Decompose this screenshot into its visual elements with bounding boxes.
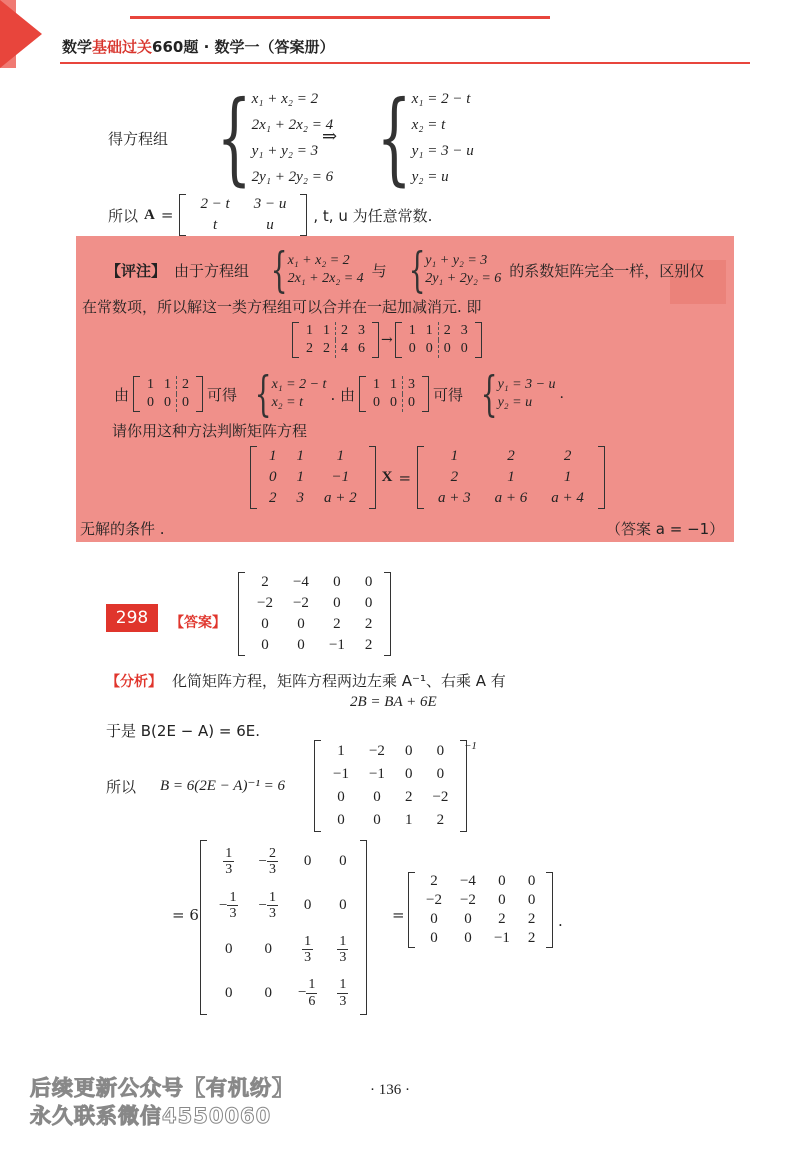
- matrix-cell: 2: [430, 873, 438, 889]
- matrix-cell: a + 4: [551, 490, 584, 506]
- matrix-cell: 2: [527, 911, 536, 927]
- matrix-cell: 2: [404, 789, 413, 805]
- matrix-cell: 1: [296, 469, 304, 485]
- matrix: [200, 840, 367, 1015]
- equation-row: x₁ = 2 − t: [411, 90, 471, 107]
- matrix-cell: 0: [261, 637, 269, 653]
- eq-2B: 2B = BA + 6E: [350, 694, 437, 710]
- answer-label: 【答案】: [170, 615, 226, 631]
- matrix-cell: 2: [177, 376, 195, 394]
- matrix-cell: 0: [303, 897, 312, 914]
- matrix-cell: 2: [450, 469, 459, 485]
- matrix-cell: 2: [364, 616, 373, 632]
- matrix: [133, 376, 203, 412]
- fraction-matrix: [200, 840, 367, 1015]
- matrix-cell: 2: [527, 930, 536, 946]
- equation-row: y₁ + y₂ = 3: [425, 253, 488, 268]
- matrix-cell: 2 − t: [200, 196, 230, 212]
- matrix-cell: 0: [436, 766, 445, 782]
- matrix-cell: 0: [224, 984, 233, 1001]
- page-number: · 136 ·: [370, 1082, 410, 1098]
- matrix-cell: a + 3: [438, 490, 471, 506]
- matrix-cell: 1: [337, 743, 345, 759]
- matrix-cell: −1: [333, 766, 349, 782]
- matrix-cell: 0: [390, 395, 397, 410]
- matrix: [395, 322, 482, 358]
- matrix-cell: 0: [269, 469, 277, 485]
- matrix-cell: 0: [297, 637, 305, 653]
- matrix: [292, 322, 379, 358]
- matrix-cell: 0: [147, 395, 155, 410]
- final-dot: .: [558, 912, 563, 930]
- equation-row: x₂ = t: [271, 395, 303, 410]
- note-line2: 在常数项，所以解这一类方程组可以合并在一起加减消元. 即: [82, 298, 482, 316]
- header-underline: [60, 62, 750, 64]
- matrix-cell: 1: [390, 377, 397, 392]
- matrix-cell: −2: [292, 595, 309, 611]
- equation-row: x₁ + x₂ = 2: [287, 253, 350, 268]
- matrix-cell: 0: [373, 395, 380, 410]
- matrix-cell: 1: [323, 323, 330, 338]
- matrix-cell: 2: [323, 341, 330, 356]
- matrix-cell: 0: [408, 341, 416, 356]
- system-right: { x₁ = 2 − t x₂ = t y₁ = 3 − u y₂ = u: [376, 79, 474, 196]
- equation-row: y₂ = u: [411, 168, 449, 185]
- matrix-cell: 0: [364, 595, 373, 611]
- equation-row: x₁ + x₂ = 2: [251, 90, 319, 107]
- matrix-cell: $\frac{1}{3}$: [339, 933, 347, 965]
- matrix-cell: 0: [527, 892, 536, 908]
- matrix-cell: 0: [403, 394, 421, 412]
- matrix-cell: 2: [563, 448, 572, 464]
- eq-yushi: 于是 B(2E − A) = 6E.: [106, 722, 261, 740]
- question-number: 298: [106, 604, 158, 632]
- matrix-cell: 0: [438, 340, 456, 358]
- matrix-cell: 0: [404, 743, 413, 759]
- matrix-cell: 1: [450, 448, 459, 464]
- matrix-cell: −2: [257, 595, 273, 611]
- matrix-cell: −2: [432, 789, 449, 805]
- inverse-matrix: [314, 740, 467, 832]
- matrix-cell: a + 2: [324, 490, 357, 506]
- matrix-cell: 1: [404, 812, 413, 828]
- matrix-cell: 1: [296, 448, 304, 464]
- matrix-cell: − $\frac{1}{3}$: [258, 889, 276, 922]
- matrix-cell: 0: [337, 812, 345, 828]
- matrix-cell: 0: [373, 789, 381, 805]
- matrix-cell: 0: [460, 341, 468, 356]
- matrix: [417, 446, 605, 509]
- matrix-cell: −1: [331, 469, 350, 485]
- matrix-cell: −1: [493, 930, 510, 946]
- equation-row: y₁ + y₂ = 3: [251, 142, 319, 159]
- matrix-cell: 0: [164, 395, 172, 410]
- header-arrow-icon: [0, 0, 42, 68]
- matrix-cell: 1: [147, 377, 155, 392]
- watermark-line1: 后续更新公众号【有机纷】: [30, 1076, 294, 1100]
- matrix-cell: 0: [464, 930, 472, 946]
- matrix-cell: 2: [306, 341, 313, 356]
- matrix-cell: 0: [333, 574, 341, 590]
- matrix-cell: 6: [358, 341, 365, 356]
- matrix-cell: 1: [164, 377, 172, 392]
- matrix-cell: 3: [296, 490, 304, 506]
- matrix-cell: 0: [339, 897, 347, 914]
- matrix-cell: u: [266, 217, 274, 233]
- matrix-cell: 1: [336, 448, 345, 464]
- matrix-cell: 0: [339, 853, 347, 870]
- matrix-cell: 0: [498, 873, 506, 889]
- matrix-cell: 2: [438, 322, 456, 340]
- note-tail: 无解的条件 .: [80, 520, 165, 538]
- matrix-cell: − $\frac{1}{6}$: [297, 977, 316, 1009]
- matrix-cell: 1: [269, 448, 277, 464]
- matrix-cell: −4: [292, 574, 309, 590]
- answer-matrix: [238, 572, 391, 656]
- eq-B: B = 6(2E − A)⁻¹ = 6: [160, 778, 285, 794]
- matrix-cell: 3: [358, 323, 365, 338]
- equation-row: 2y₁ + 2y₂ = 6: [251, 168, 334, 185]
- matrix-cell: −2: [459, 892, 476, 908]
- equation-row: y₁ = 3 − u: [497, 377, 556, 392]
- matrix-cell: 0: [337, 789, 345, 805]
- final-matrix: [408, 872, 553, 948]
- matrix-equation: 1 1 1 0 1 −1 2 3 a + 2 X = 1 2 2 2 1 1 a + 3 a + 6 a + 4: [250, 446, 605, 509]
- equation-row: x₂ = t: [411, 116, 446, 133]
- matrix-cell: 1: [306, 323, 313, 338]
- matrix-cell: 0: [498, 892, 506, 908]
- matrix: [250, 446, 376, 509]
- header-title: 数学基础过关660题 · 数学一（答案册）: [62, 38, 335, 56]
- matrix-cell: 0: [373, 812, 381, 828]
- result-line: 所以 A = 2 − t 3 − u t u , t, u 为任意常数.: [108, 194, 432, 236]
- matrix-cell: 0: [404, 766, 413, 782]
- matrix-cell: t: [213, 217, 218, 233]
- matrix-cell: 0: [436, 743, 445, 759]
- matrix-cell: 0: [297, 616, 305, 632]
- matrix-cell: −4: [459, 873, 476, 889]
- elim-row: 1 1 2 3 2 2 4 6 → 1 1 2 3 0 0 0 0: [292, 322, 482, 358]
- matrix-cell: − $\frac{1}{3}$: [219, 889, 237, 922]
- matrix-cell: −1: [368, 766, 385, 782]
- matrix-cell: 2: [336, 322, 354, 340]
- equation-row: 2x₁ + 2x₂ = 4: [287, 271, 364, 286]
- matrix-cell: −2: [368, 743, 385, 759]
- matrix: [179, 194, 307, 236]
- equation-row: y₁ = 3 − u: [411, 142, 474, 159]
- matrix-cell: $\frac{1}{3}$: [225, 846, 233, 878]
- matrix-cell: 0: [527, 873, 536, 889]
- matrix-cell: 1: [507, 469, 515, 485]
- note-line3: 由 1 1 2 0 0 0 可得 { x₁ = 2 − t x₂ = t . 由 1 1 3 0 0 0 可得 { y₁ = 3 − u y₂ = u .: [114, 366, 564, 422]
- matrix: [359, 376, 429, 412]
- matrix-cell: 2: [261, 574, 269, 590]
- system-left: { x₁ + x₂ = 2 2x₁ + 2x₂ = 4 y₁ + y₂ = 3 2y₁ + 2y₂ = 6: [216, 79, 334, 196]
- matrix-cell: 3: [403, 376, 421, 394]
- matrix-cell: 2: [333, 616, 341, 632]
- matrix-cell: 2: [507, 448, 515, 464]
- matrix-cell: 0: [264, 940, 272, 957]
- matrix-cell: −2: [426, 892, 442, 908]
- matrix: [238, 572, 391, 656]
- matrix-cell: −1: [328, 637, 345, 653]
- equation-row: x₁ = 2 − t: [271, 377, 327, 392]
- equation-row: 2x₁ + 2x₂ = 4: [251, 116, 334, 133]
- matrix-cell: 1: [563, 469, 572, 485]
- equation-row: 2y₁ + 2y₂ = 6: [425, 271, 502, 286]
- eq-6: = 6: [172, 906, 199, 924]
- matrix-cell: 0: [425, 341, 433, 356]
- matrix-cell: 0: [303, 853, 312, 870]
- matrix-cell: 2: [498, 911, 506, 927]
- matrix: [314, 740, 467, 832]
- eq-sign: =: [392, 906, 405, 924]
- matrix-cell: 0: [224, 940, 233, 957]
- matrix-cell: 4: [336, 340, 354, 358]
- matrix-cell: a + 6: [494, 490, 528, 506]
- note-ask: 请你用这种方法判断矩阵方程: [112, 422, 308, 440]
- watermark-line2: 永久联系微信4550060: [30, 1104, 272, 1128]
- matrix-cell: 0: [264, 984, 272, 1001]
- matrix-cell: 1: [425, 323, 433, 338]
- implies-arrow: ⇒: [322, 126, 338, 147]
- matrix-cell: 1: [373, 377, 380, 392]
- matrix-cell: 0: [430, 930, 438, 946]
- matrix-cell: 0: [464, 911, 472, 927]
- equation-row: y₂ = u: [497, 395, 533, 410]
- analysis-line: 【分析】 化简矩阵方程，矩阵方程两边左乘 A⁻¹、右乘 A 有: [106, 672, 506, 690]
- matrix-cell: $\frac{1}{3}$: [339, 977, 347, 1009]
- matrix-cell: $\frac{1}{3}$: [304, 933, 312, 965]
- matrix-cell: 1: [408, 323, 416, 338]
- inverse-sup: −1: [464, 740, 477, 752]
- matrix-cell: 3 − u: [253, 196, 287, 212]
- matrix-cell: 0: [364, 574, 373, 590]
- matrix-cell: − $\frac{2}{3}$: [258, 846, 276, 878]
- note-line1: 【评注】 由于方程组 { x₁ + x₂ = 2 2x₁ + 2x₂ = 4 与 { y₁ + y₂ = 3 2y₁ + 2y₂ = 6 的系数矩阵完全一样，区别仅: [106, 242, 705, 298]
- matrix-cell: 3: [460, 323, 468, 338]
- matrix-cell: 0: [261, 616, 269, 632]
- system-label: 得方程组: [108, 130, 169, 148]
- matrix-cell: 0: [177, 394, 195, 412]
- matrix: [408, 872, 553, 948]
- matrix-cell: 2: [269, 490, 277, 506]
- note-answer: （答案 a = −1）: [606, 520, 725, 538]
- matrix-cell: 0: [430, 911, 438, 927]
- matrix-cell: 2: [364, 637, 373, 653]
- matrix-cell: 2: [436, 812, 445, 828]
- matrix-cell: 0: [333, 595, 341, 611]
- so-label: 所以: [106, 778, 137, 796]
- header-line: [130, 16, 550, 19]
